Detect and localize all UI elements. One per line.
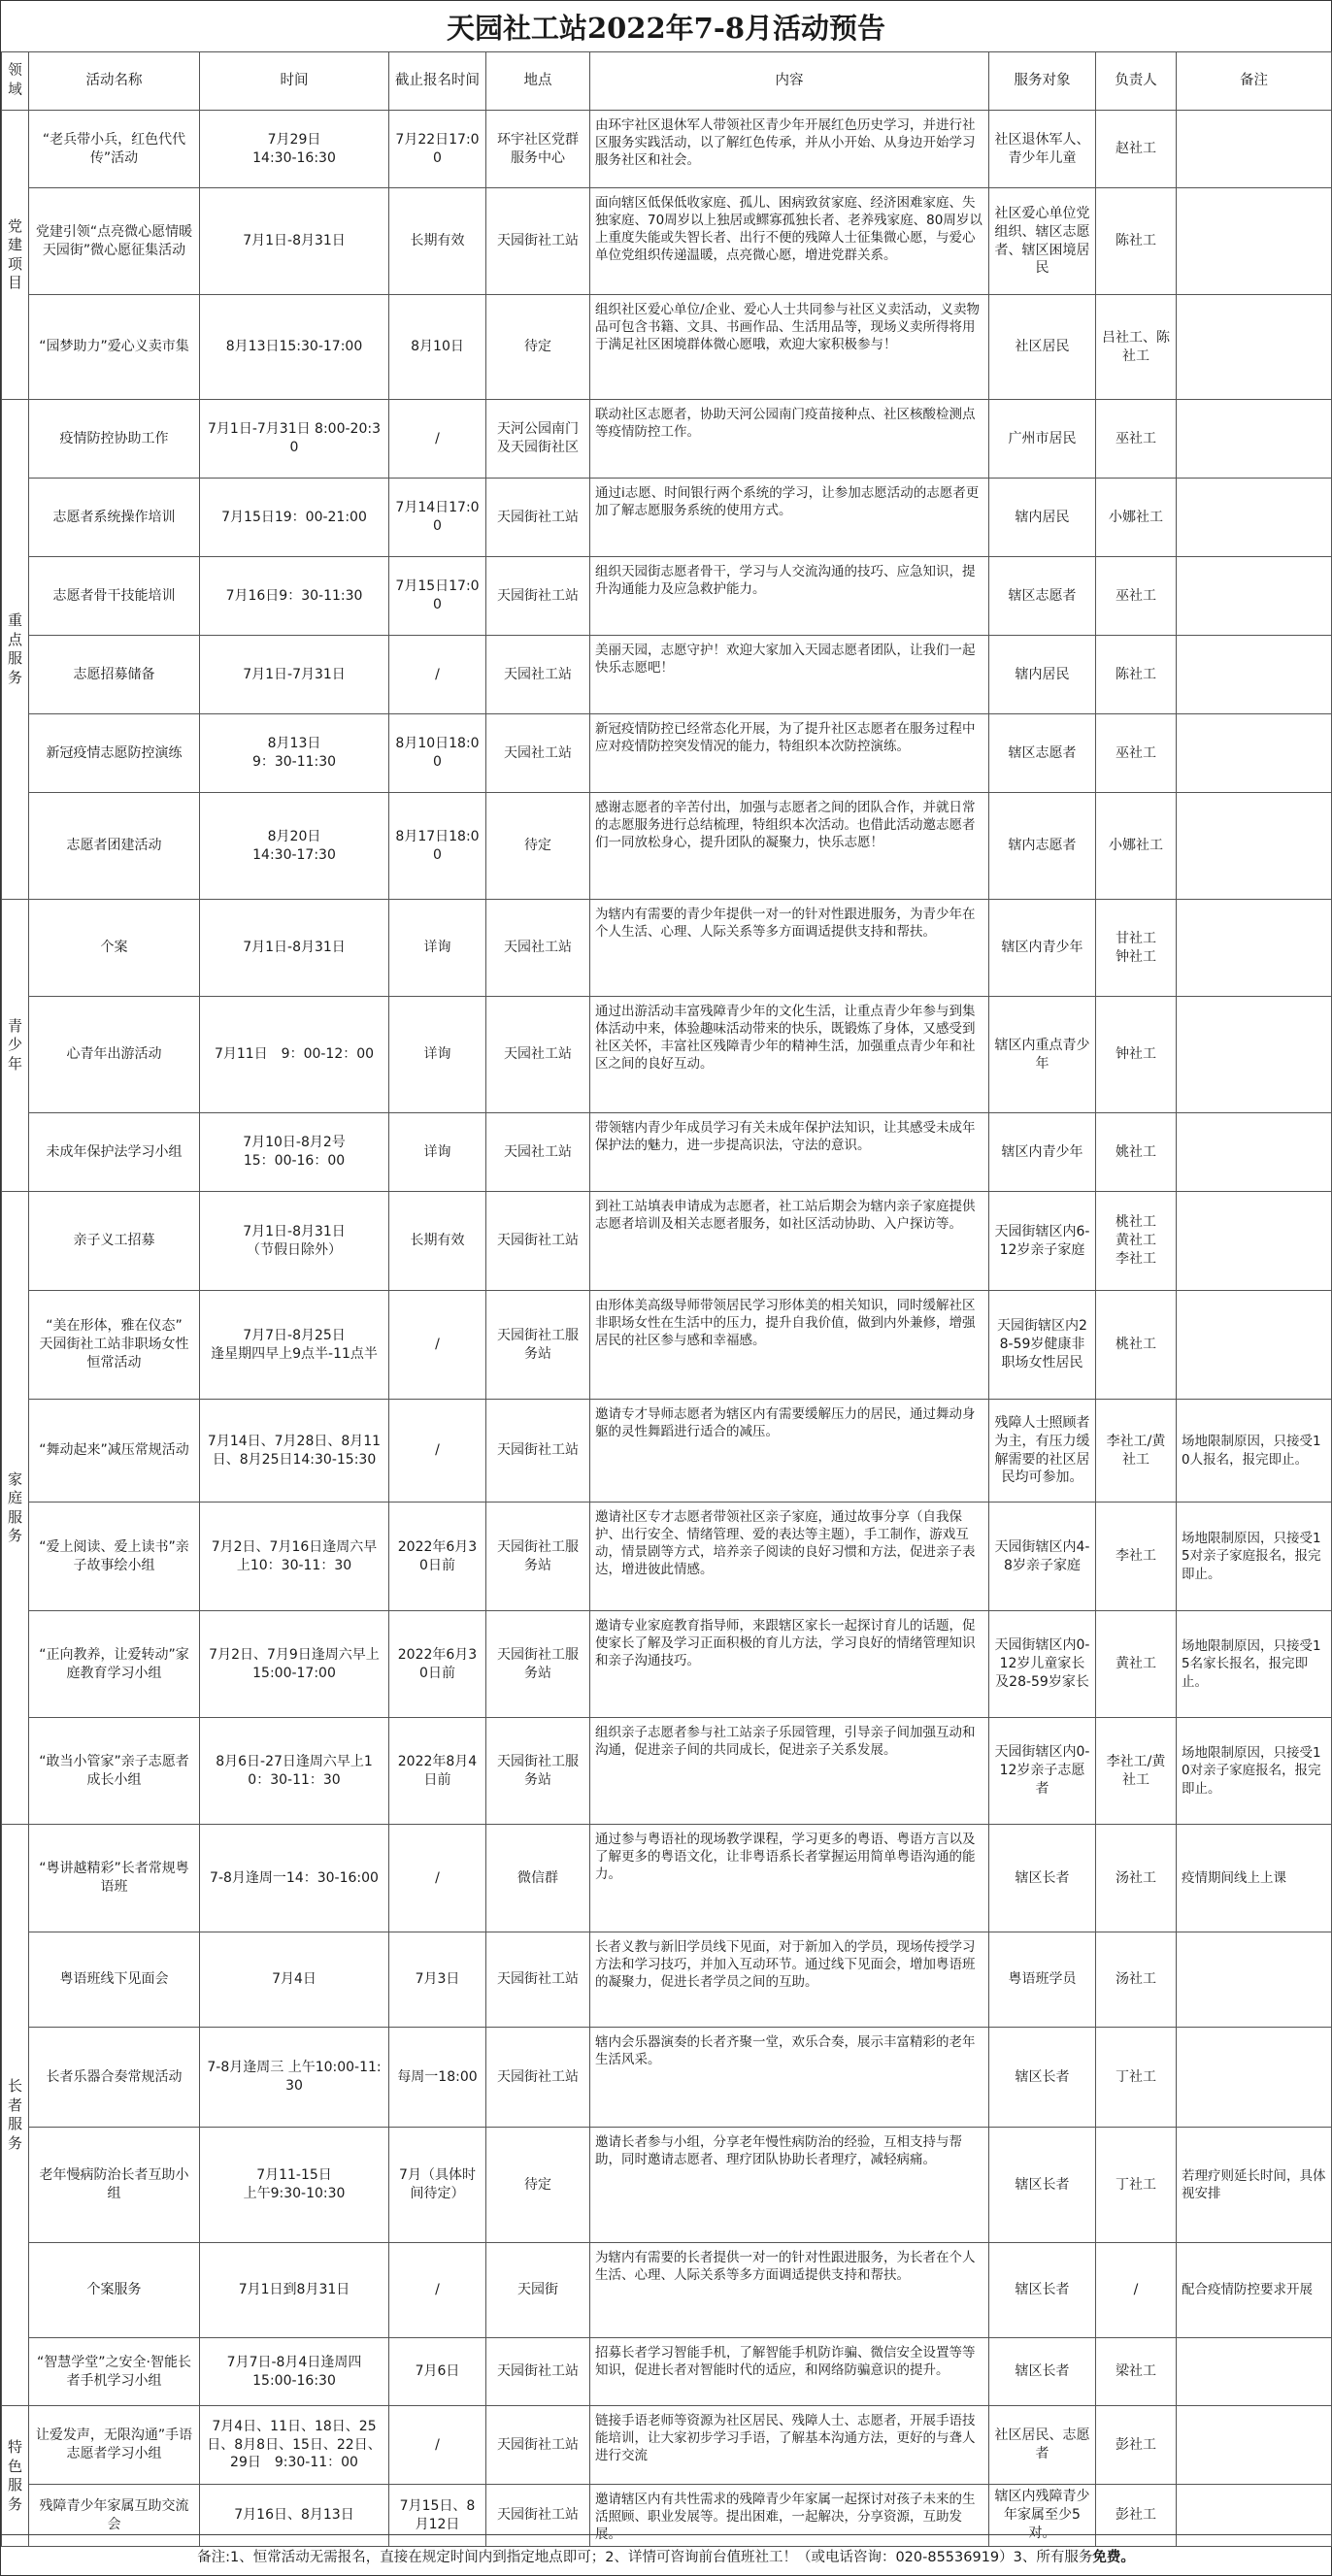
table-row: [2, 1400, 1332, 1503]
domain-cell: [2, 1825, 29, 2406]
place-cell: 天园街社工站: [486, 479, 590, 557]
note-cell: 疫情期间线上上课: [1177, 1825, 1332, 1932]
deadline-cell: 7月15日17:00: [389, 557, 486, 636]
activity-name-cell: 让爱发声，无限沟通”手语志愿者学习小组: [29, 2406, 200, 2485]
note-cell: [1177, 479, 1332, 557]
time-cell: 7-8月逢周一14：30-16:00: [200, 1825, 389, 1932]
target-cell: 辖区志愿者: [989, 557, 1096, 636]
owner-cell: 钟社工: [1096, 997, 1177, 1113]
deadline-cell: 8月10日18:00: [389, 714, 486, 793]
domain-label: 家庭服务: [7, 1470, 22, 1544]
time-cell: 7月14日、7月28日、8月11日、8月25日14:30-15:30: [200, 1400, 389, 1503]
place-cell: 天园街社工服务站: [486, 1291, 590, 1400]
deadline-cell: 长期有效: [389, 1192, 486, 1291]
deadline-cell: /: [389, 400, 486, 479]
target-cell: 辖区长者: [989, 2128, 1096, 2243]
table-row: [2, 557, 1332, 636]
place-cell: 环宇社区党群服务中心: [486, 111, 590, 188]
domain-label: 长者服务: [7, 2077, 22, 2152]
content-cell: 为辖内有需要的青少年提供一对一的针对性跟进服务，为青少年在个人生活、心理、人际关系等多方面调适提供支持和帮扶。: [590, 900, 989, 997]
target-cell: 天园街辖区内6-12岁亲子家庭: [989, 1192, 1096, 1291]
content-cell: 由环宇社区退休军人带领社区青少年开展红色历史学习，并进行社区服务实践活动，以了解红色传承，并从小开始、从身边开始学习服务社区和社会。: [590, 111, 989, 188]
note-cell: [1177, 900, 1332, 997]
table-row: [2, 1611, 1332, 1718]
place-cell: 天园街社工站: [486, 2406, 590, 2485]
table-row: [2, 1503, 1332, 1611]
owner-cell: 彭社工: [1096, 2406, 1177, 2485]
activity-name-cell: 老年慢病防治长者互助小组: [29, 2128, 200, 2243]
column-header: 活动名称: [29, 52, 200, 111]
place-cell: 天园街社工站: [486, 1932, 590, 2028]
deadline-cell: 长期有效: [389, 188, 486, 295]
target-cell: 辖区长者: [989, 1825, 1096, 1932]
domain-label: 特色服务: [7, 2438, 22, 2513]
time-cell: 8月6日-27日逢周六早上10：30-11：30: [200, 1718, 389, 1825]
deadline-cell: 详询: [389, 997, 486, 1113]
owner-cell: 李社工/黄社工: [1096, 1400, 1177, 1503]
table-row: [2, 2128, 1332, 2243]
deadline-cell: 8月10日: [389, 295, 486, 400]
owner-cell: 李社工/黄社工: [1096, 1718, 1177, 1825]
target-cell: 社区居民、志愿者: [989, 2406, 1096, 2485]
table-row: [2, 793, 1332, 900]
content-cell: 长者义教与新旧学员线下见面，对于新加入的学员，现场传授学习方法和学习技巧，并加入互动环节。通过线下见面会，增加粤语班的凝聚力，促进长者学员之间的互助。: [590, 1932, 989, 2028]
content-cell: 辖内会乐器演奏的长者齐聚一堂，欢乐合奏，展示丰富精彩的老年生活风采。: [590, 2028, 989, 2128]
table-row: [2, 2243, 1332, 2338]
activity-name-cell: 心青年出游活动: [29, 997, 200, 1113]
owner-cell: 吕社工、陈社工: [1096, 295, 1177, 400]
owner-cell: 巫社工: [1096, 557, 1177, 636]
activity-name-cell: 个案: [29, 900, 200, 997]
activity-name-cell: “粤讲越精彩”长者常规粤语班: [29, 1825, 200, 1932]
place-cell: 天园社工站: [486, 636, 590, 714]
domain-cell: [2, 2406, 29, 2547]
deadline-cell: /: [389, 1291, 486, 1400]
activity-name-cell: 疫情防控协助工作: [29, 400, 200, 479]
owner-cell: 彭社工: [1096, 2485, 1177, 2547]
time-cell: 7月1日-8月31日: [200, 188, 389, 295]
note-cell: [1177, 1113, 1332, 1192]
owner-cell: 汤社工: [1096, 1932, 1177, 2028]
note-cell: 配合疫情防控要求开展: [1177, 2243, 1332, 2338]
owner-cell: 陈社工: [1096, 188, 1177, 295]
place-cell: 天园社工站: [486, 900, 590, 997]
table-row: [2, 1825, 1332, 1932]
deadline-cell: /: [389, 1825, 486, 1932]
time-cell: 7月1日-7月31日 8:00-20:30: [200, 400, 389, 479]
activity-name-cell: 志愿招募储备: [29, 636, 200, 714]
content-cell: 链接手语老师等资源为社区居民、残障人士、志愿者，开展手语技能培训，让大家初步学习手语，了解基本沟通方法，更好的与聋人进行交流: [590, 2406, 989, 2485]
note-cell: [1177, 997, 1332, 1113]
deadline-cell: 详询: [389, 900, 486, 997]
target-cell: 辖区内青少年: [989, 900, 1096, 997]
domain-label: 党建项目: [7, 216, 22, 291]
time-cell: 7月2日、7月9日逢周六早上15:00-17:00: [200, 1611, 389, 1718]
note-cell: 若理疗则延长时间，具体视安排: [1177, 2128, 1332, 2243]
column-header: 地点: [486, 52, 590, 111]
activity-name-cell: 志愿者团建活动: [29, 793, 200, 900]
content-cell: 组织天园街志愿者骨干，学习与人交流沟通的技巧、应急知识，提升沟通能力及应急救护能力。: [590, 557, 989, 636]
deadline-cell: 8月17日18:00: [389, 793, 486, 900]
time-cell: 8月13日15:30-17:00: [200, 295, 389, 400]
column-header: 时间: [200, 52, 389, 111]
owner-cell: 丁社工: [1096, 2028, 1177, 2128]
note-cell: [1177, 1291, 1332, 1400]
owner-cell: 桃社工 黄社工 李社工: [1096, 1192, 1177, 1291]
place-cell: 天园街社工站: [486, 188, 590, 295]
content-cell: 邀请长者参与小组，分享老年慢性病防治的经验，互相支持与帮助，同时邀请志愿者、理疗团队协助长者理疗，减轻病痛。: [590, 2128, 989, 2243]
table-row: [2, 900, 1332, 997]
footer-text: 备注:1、恒常活动无需报名，直接在规定时间内到指定地点即可；2、详情可咨询前台值班社工！（或电话咨询：020-85536919）3、所有服务: [197, 2549, 1093, 2565]
activity-name-cell: “老兵带小兵，红色代代传”活动: [29, 111, 200, 188]
deadline-cell: 2022年8月4日前: [389, 1718, 486, 1825]
place-cell: 天园社工站: [486, 714, 590, 793]
place-cell: 天园社工站: [486, 1113, 590, 1192]
activity-name-cell: 新冠疫情志愿防控演练: [29, 714, 200, 793]
content-cell: 新冠疫情防控已经常态化开展，为了提升社区志愿者在服务过程中应对疫情防控突发情况的能力，特组织本次防控演练。: [590, 714, 989, 793]
time-cell: 7月10日-8月2号 15：00-16：00: [200, 1113, 389, 1192]
target-cell: 天园街辖区内4-8岁亲子家庭: [989, 1503, 1096, 1611]
time-cell: 7月16日、8月13日: [200, 2485, 389, 2547]
place-cell: 待定: [486, 793, 590, 900]
deadline-cell: 7月22日17:00: [389, 111, 486, 188]
activity-name-cell: 志愿者系统操作培训: [29, 479, 200, 557]
activity-name-cell: “园梦助力”爱心义卖市集: [29, 295, 200, 400]
activity-name-cell: 亲子义工招募: [29, 1192, 200, 1291]
note-cell: [1177, 295, 1332, 400]
activity-name-cell: 党建引领“点亮微心愿情暖天园街”微心愿征集活动: [29, 188, 200, 295]
activity-name-cell: 长者乐器合奏常规活动: [29, 2028, 200, 2128]
time-cell: 7月1日到8月31日: [200, 2243, 389, 2338]
deadline-cell: /: [389, 2243, 486, 2338]
deadline-cell: 详询: [389, 1113, 486, 1192]
note-cell: [1177, 2338, 1332, 2406]
target-cell: 辖内居民: [989, 479, 1096, 557]
target-cell: 辖内居民: [989, 636, 1096, 714]
content-cell: 通过出游活动丰富残障青少年的文化生活，让重点青少年参与到集体活动中来，体验趣味活动带来的快乐，既锻炼了身体，又感受到社区关怀，丰富社区残障青少年的精神生活，加强重点青少年和社区之间的良好互动。: [590, 997, 989, 1113]
note-cell: [1177, 1192, 1332, 1291]
activity-name-cell: 个案服务: [29, 2243, 200, 2338]
table-body: [2, 111, 1332, 2547]
table-row: [2, 479, 1332, 557]
column-header: 截止报名时间: [389, 52, 486, 111]
table-row: [2, 1291, 1332, 1400]
target-cell: 辖区长者: [989, 2028, 1096, 2128]
place-cell: 天园街社工站: [486, 1400, 590, 1503]
time-cell: 7月11-15日 上午9:30-10:30: [200, 2128, 389, 2243]
owner-cell: 赵社工: [1096, 111, 1177, 188]
target-cell: 天园街辖区内0-12岁亲子志愿者: [989, 1718, 1096, 1825]
target-cell: 辖区内残障青少年家属至少5对。: [989, 2485, 1096, 2547]
place-cell: 天园街社工站: [486, 2028, 590, 2128]
note-cell: 场地限制原因，只接受15名家长报名，报完即止。: [1177, 1611, 1332, 1718]
place-cell: 天园街社工站: [486, 2485, 590, 2547]
place-cell: 待定: [486, 2128, 590, 2243]
owner-cell: 桃社工: [1096, 1291, 1177, 1400]
column-header: 领域: [2, 52, 29, 111]
target-cell: 社区爱心单位党组织、辖区志愿者、辖区困境居民: [989, 188, 1096, 295]
domain-cell: [2, 111, 29, 400]
content-cell: 组织亲子志愿者参与社工站亲子乐园管理，引导亲子间加强互动和沟通，促进亲子间的共同成长，促进亲子关系发展。: [590, 1718, 989, 1825]
time-cell: 7月1日-7月31日: [200, 636, 389, 714]
domain-cell: [2, 400, 29, 900]
owner-cell: 李社工: [1096, 1503, 1177, 1611]
content-cell: 面向辖区低保低收家庭、孤儿、困病致贫家庭、经济困难家庭、失独家庭、70周岁以上独居或鳏寡孤独长者、老养残家庭、80周岁以上重度失能或失智长者、出行不便的残障人士征集微心愿，与爱心单位党组织传递温暖，点亮微心愿，增进党群关系。: [590, 188, 989, 295]
content-cell: 为辖内有需要的长者提供一对一的针对性跟进服务，为长者在个人生活、心理、人际关系等多方面调适提供支持和帮扶。: [590, 2243, 989, 2338]
activity-name-cell: 粤语班线下见面会: [29, 1932, 200, 2028]
deadline-cell: 7月（具体时间待定）: [389, 2128, 486, 2243]
note-cell: [1177, 400, 1332, 479]
content-cell: 到社工站填表申请成为志愿者，社工站后期会为辖内亲子家庭提供志愿者培训及相关志愿者服务，如社区活动协助、入户探访等。: [590, 1192, 989, 1291]
note-cell: [1177, 188, 1332, 295]
content-cell: 感谢志愿者的辛苦付出，加强与志愿者之间的团队合作，并就日常的志愿服务进行总结梳理，特组织本次活动。也借此活动邀志愿者们一同放松身心，提升团队的凝聚力，快乐志愿！: [590, 793, 989, 900]
activity-name-cell: 未成年保护法学习小组: [29, 1113, 200, 1192]
activity-name-cell: “正向教养，让爱转动”家庭教育学习小组: [29, 1611, 200, 1718]
activity-table: [1, 51, 1332, 2547]
note-cell: [1177, 557, 1332, 636]
place-cell: 天园街社工站: [486, 2338, 590, 2406]
table-row: [2, 1718, 1332, 1825]
table-header-row: [2, 52, 1332, 111]
owner-cell: 丁社工: [1096, 2128, 1177, 2243]
note-cell: [1177, 2406, 1332, 2485]
footer-note: [1, 2534, 1331, 2576]
column-header: 服务对象: [989, 52, 1096, 111]
table-row: [2, 997, 1332, 1113]
content-cell: 通过i志愿、时间银行两个系统的学习，让参加志愿活动的志愿者更加了解志愿服务系统的使用方式。: [590, 479, 989, 557]
owner-cell: 黄社工: [1096, 1611, 1177, 1718]
deadline-cell: /: [389, 636, 486, 714]
activity-name-cell: “爱上阅读、爱上读书”亲子故事绘小组: [29, 1503, 200, 1611]
table-row: [2, 188, 1332, 295]
place-cell: 天园街社工服务站: [486, 1503, 590, 1611]
activity-name-cell: 志愿者骨干技能培训: [29, 557, 200, 636]
deadline-cell: 2022年6月30日前: [389, 1503, 486, 1611]
activity-name-cell: “舞动起来”减压常规活动: [29, 1400, 200, 1503]
deadline-cell: 2022年6月30日前: [389, 1611, 486, 1718]
content-cell: 组织社区爱心单位/企业、爱心人士共同参与社区义卖活动，义卖物品可包含书籍、文具、书画作品、生活用品等，现场义卖所得将用于满足社区困境群体微心愿哦，欢迎大家积极参与！: [590, 295, 989, 400]
time-cell: 7月29日 14:30-16:30: [200, 111, 389, 188]
deadline-cell: 7月3日: [389, 1932, 486, 2028]
content-cell: 带领辖内青少年成员学习有关未成年保护法知识，让其感受未成年保护法的魅力，进一步提高识法，守法的意识。: [590, 1113, 989, 1192]
note-cell: [1177, 793, 1332, 900]
owner-cell: 汤社工: [1096, 1825, 1177, 1932]
place-cell: 天园街社工服务站: [486, 1718, 590, 1825]
table-row: [2, 1113, 1332, 1192]
note-cell: [1177, 714, 1332, 793]
time-cell: 8月20日 14:30-17:30: [200, 793, 389, 900]
note-cell: [1177, 636, 1332, 714]
place-cell: 天园街社工站: [486, 1192, 590, 1291]
place-cell: 天园社工站: [486, 997, 590, 1113]
target-cell: 社区居民: [989, 295, 1096, 400]
target-cell: 广州市居民: [989, 400, 1096, 479]
owner-cell: 小娜社工: [1096, 479, 1177, 557]
target-cell: 社区退休军人、青少年儿童: [989, 111, 1096, 188]
table-row: [2, 714, 1332, 793]
target-cell: 天园街辖区内0-12岁儿童家长及28-59岁家长: [989, 1611, 1096, 1718]
time-cell: 7月7日-8月25日 逢星期四早上9点半-11点半: [200, 1291, 389, 1400]
table-row: [2, 295, 1332, 400]
column-header: 备注: [1177, 52, 1332, 111]
table-row: [2, 111, 1332, 188]
note-cell: 场地限制原因，只接受10人报名，报完即止。: [1177, 1400, 1332, 1503]
content-cell: 通过参与粤语社的现场教学课程，学习更多的粤语、粤语方言以及了解更多的粤语文化，让非粤语系长者掌握运用简单粤语沟通的能力。: [590, 1825, 989, 1932]
target-cell: 辖内志愿者: [989, 793, 1096, 900]
deadline-cell: 每周一18:00: [389, 2028, 486, 2128]
time-cell: 7月1日-8月31日 （节假日除外）: [200, 1192, 389, 1291]
time-cell: 7月15日19：00-21:00: [200, 479, 389, 557]
target-cell: 粤语班学员: [989, 1932, 1096, 2028]
time-cell: 7月2日、7月16日逢周六早上10：30-11：30: [200, 1503, 389, 1611]
target-cell: 天园街辖区内28-59岁健康非职场女性居民: [989, 1291, 1096, 1400]
place-cell: 天河公园南门及天园街社区: [486, 400, 590, 479]
target-cell: 辖区内青少年: [989, 1113, 1096, 1192]
place-cell: 待定: [486, 295, 590, 400]
content-cell: 招募长者学习智能手机，了解智能手机防诈骗、微信安全设置等等知识，促进长者对智能时代的适应，和网络防骗意识的提升。: [590, 2338, 989, 2406]
owner-cell: 陈社工: [1096, 636, 1177, 714]
owner-cell: 甘社工 钟社工: [1096, 900, 1177, 997]
activity-name-cell: “智慧学堂”之安全·智能长者手机学习小组: [29, 2338, 200, 2406]
activity-name-cell: 残障青少年家属互助交流会: [29, 2485, 200, 2547]
content-cell: 美丽天园，志愿守护！欢迎大家加入天园志愿者团队，让我们一起快乐志愿吧！: [590, 636, 989, 714]
table-row: [2, 400, 1332, 479]
content-cell: 邀请专才导师志愿者为辖区内有需要缓解压力的居民，通过舞动身躯的灵性舞蹈进行适合的减压。: [590, 1400, 989, 1503]
content-cell: 邀请辖区内有共性需求的残障青少年家属一起探讨对孩子未来的生活照顾、职业发展等。提出困难，一起解决，分享资源，互助发展。: [590, 2485, 989, 2547]
place-cell: 天园街: [486, 2243, 590, 2338]
note-cell: [1177, 1932, 1332, 2028]
target-cell: 辖区志愿者: [989, 714, 1096, 793]
domain-label: 重点服务: [7, 611, 22, 686]
owner-cell: 巫社工: [1096, 714, 1177, 793]
table-row: [2, 1192, 1332, 1291]
deadline-cell: /: [389, 1400, 486, 1503]
note-cell: [1177, 2028, 1332, 2128]
owner-cell: 巫社工: [1096, 400, 1177, 479]
table-row: [2, 2028, 1332, 2128]
target-cell: 残障人士照顾者为主，有压力缓解需要的社区居民均可参加。: [989, 1400, 1096, 1503]
footer-emphasis: 免费。: [1092, 2549, 1135, 2565]
time-cell: 7月7日-8月4日逢周四 15:00-16:30: [200, 2338, 389, 2406]
deadline-cell: 7月6日: [389, 2338, 486, 2406]
place-cell: 天园街社工站: [486, 557, 590, 636]
time-cell: 7-8月逢周三 上午10:00-11:30: [200, 2028, 389, 2128]
deadline-cell: 7月15日、8月12日: [389, 2485, 486, 2547]
target-cell: 辖区内重点青少年: [989, 997, 1096, 1113]
domain-cell: [2, 1192, 29, 1825]
place-cell: 微信群: [486, 1825, 590, 1932]
content-cell: 邀请专业家庭教育指导师，来跟辖区家长一起探讨育儿的话题，促使家长了解及学习正面积极的育儿方法，学习良好的情绪管理知识和亲子沟通技巧。: [590, 1611, 989, 1718]
content-cell: 邀请社区专才志愿者带领社区亲子家庭，通过故事分享（自我保护、出行安全、情绪管理、爱的表达等主题），手工制作，游戏互动，情景剧等方式，培养亲子阅读的良好习惯和方法，促进亲子表达，增进彼此情感。: [590, 1503, 989, 1611]
column-header: 负责人: [1096, 52, 1177, 111]
table-row: [2, 2338, 1332, 2406]
owner-cell: /: [1096, 2243, 1177, 2338]
target-cell: 辖区长者: [989, 2243, 1096, 2338]
content-cell: 由形体美高级导师带领居民学习形体美的相关知识，同时缓解社区非职场女性在生活中的压力，提升自我价值，做到内外兼修，增强居民的社区参与感和幸福感。: [590, 1291, 989, 1400]
note-cell: 场地限制原因，只接受10对亲子家庭报名，报完即止。: [1177, 1718, 1332, 1825]
time-cell: 7月11日 9：00-12：00: [200, 997, 389, 1113]
time-cell: 7月4日: [200, 1932, 389, 2028]
owner-cell: 梁社工: [1096, 2338, 1177, 2406]
activity-name-cell: “敢当小管家”亲子志愿者成长小组: [29, 1718, 200, 1825]
content-cell: 联动社区志愿者，协助天河公园南门疫苗接种点、社区核酸检测点等疫情防控工作。: [590, 400, 989, 479]
deadline-cell: /: [389, 2406, 486, 2485]
time-cell: 7月4日、11日、18日、25日、8月8日、15日、22日、29日 9:30-11：00: [200, 2406, 389, 2485]
table-row: [2, 2406, 1332, 2485]
note-cell: [1177, 111, 1332, 188]
owner-cell: 姚社工: [1096, 1113, 1177, 1192]
time-cell: 7月1日-8月31日: [200, 900, 389, 997]
time-cell: 8月13日 9：30-11:30: [200, 714, 389, 793]
time-cell: 7月16日9：30-11:30: [200, 557, 389, 636]
page-title: 天园社工站2022年7-8月活动预告: [1, 1, 1331, 52]
note-cell: 场地限制原因，只接受15对亲子家庭报名，报完即止。: [1177, 1503, 1332, 1611]
target-cell: 辖区长者: [989, 2338, 1096, 2406]
place-cell: 天园街社工服务站: [486, 1611, 590, 1718]
table-row: [2, 1932, 1332, 2028]
column-header: 内容: [590, 52, 989, 111]
domain-cell: [2, 900, 29, 1192]
deadline-cell: 7月14日17:00: [389, 479, 486, 557]
domain-label: 青少年: [7, 1016, 22, 1073]
owner-cell: 小娜社工: [1096, 793, 1177, 900]
table-row: [2, 636, 1332, 714]
activity-name-cell: “美在形体，雅在仪态” 天园街社工站非职场女性恒常活动: [29, 1291, 200, 1400]
